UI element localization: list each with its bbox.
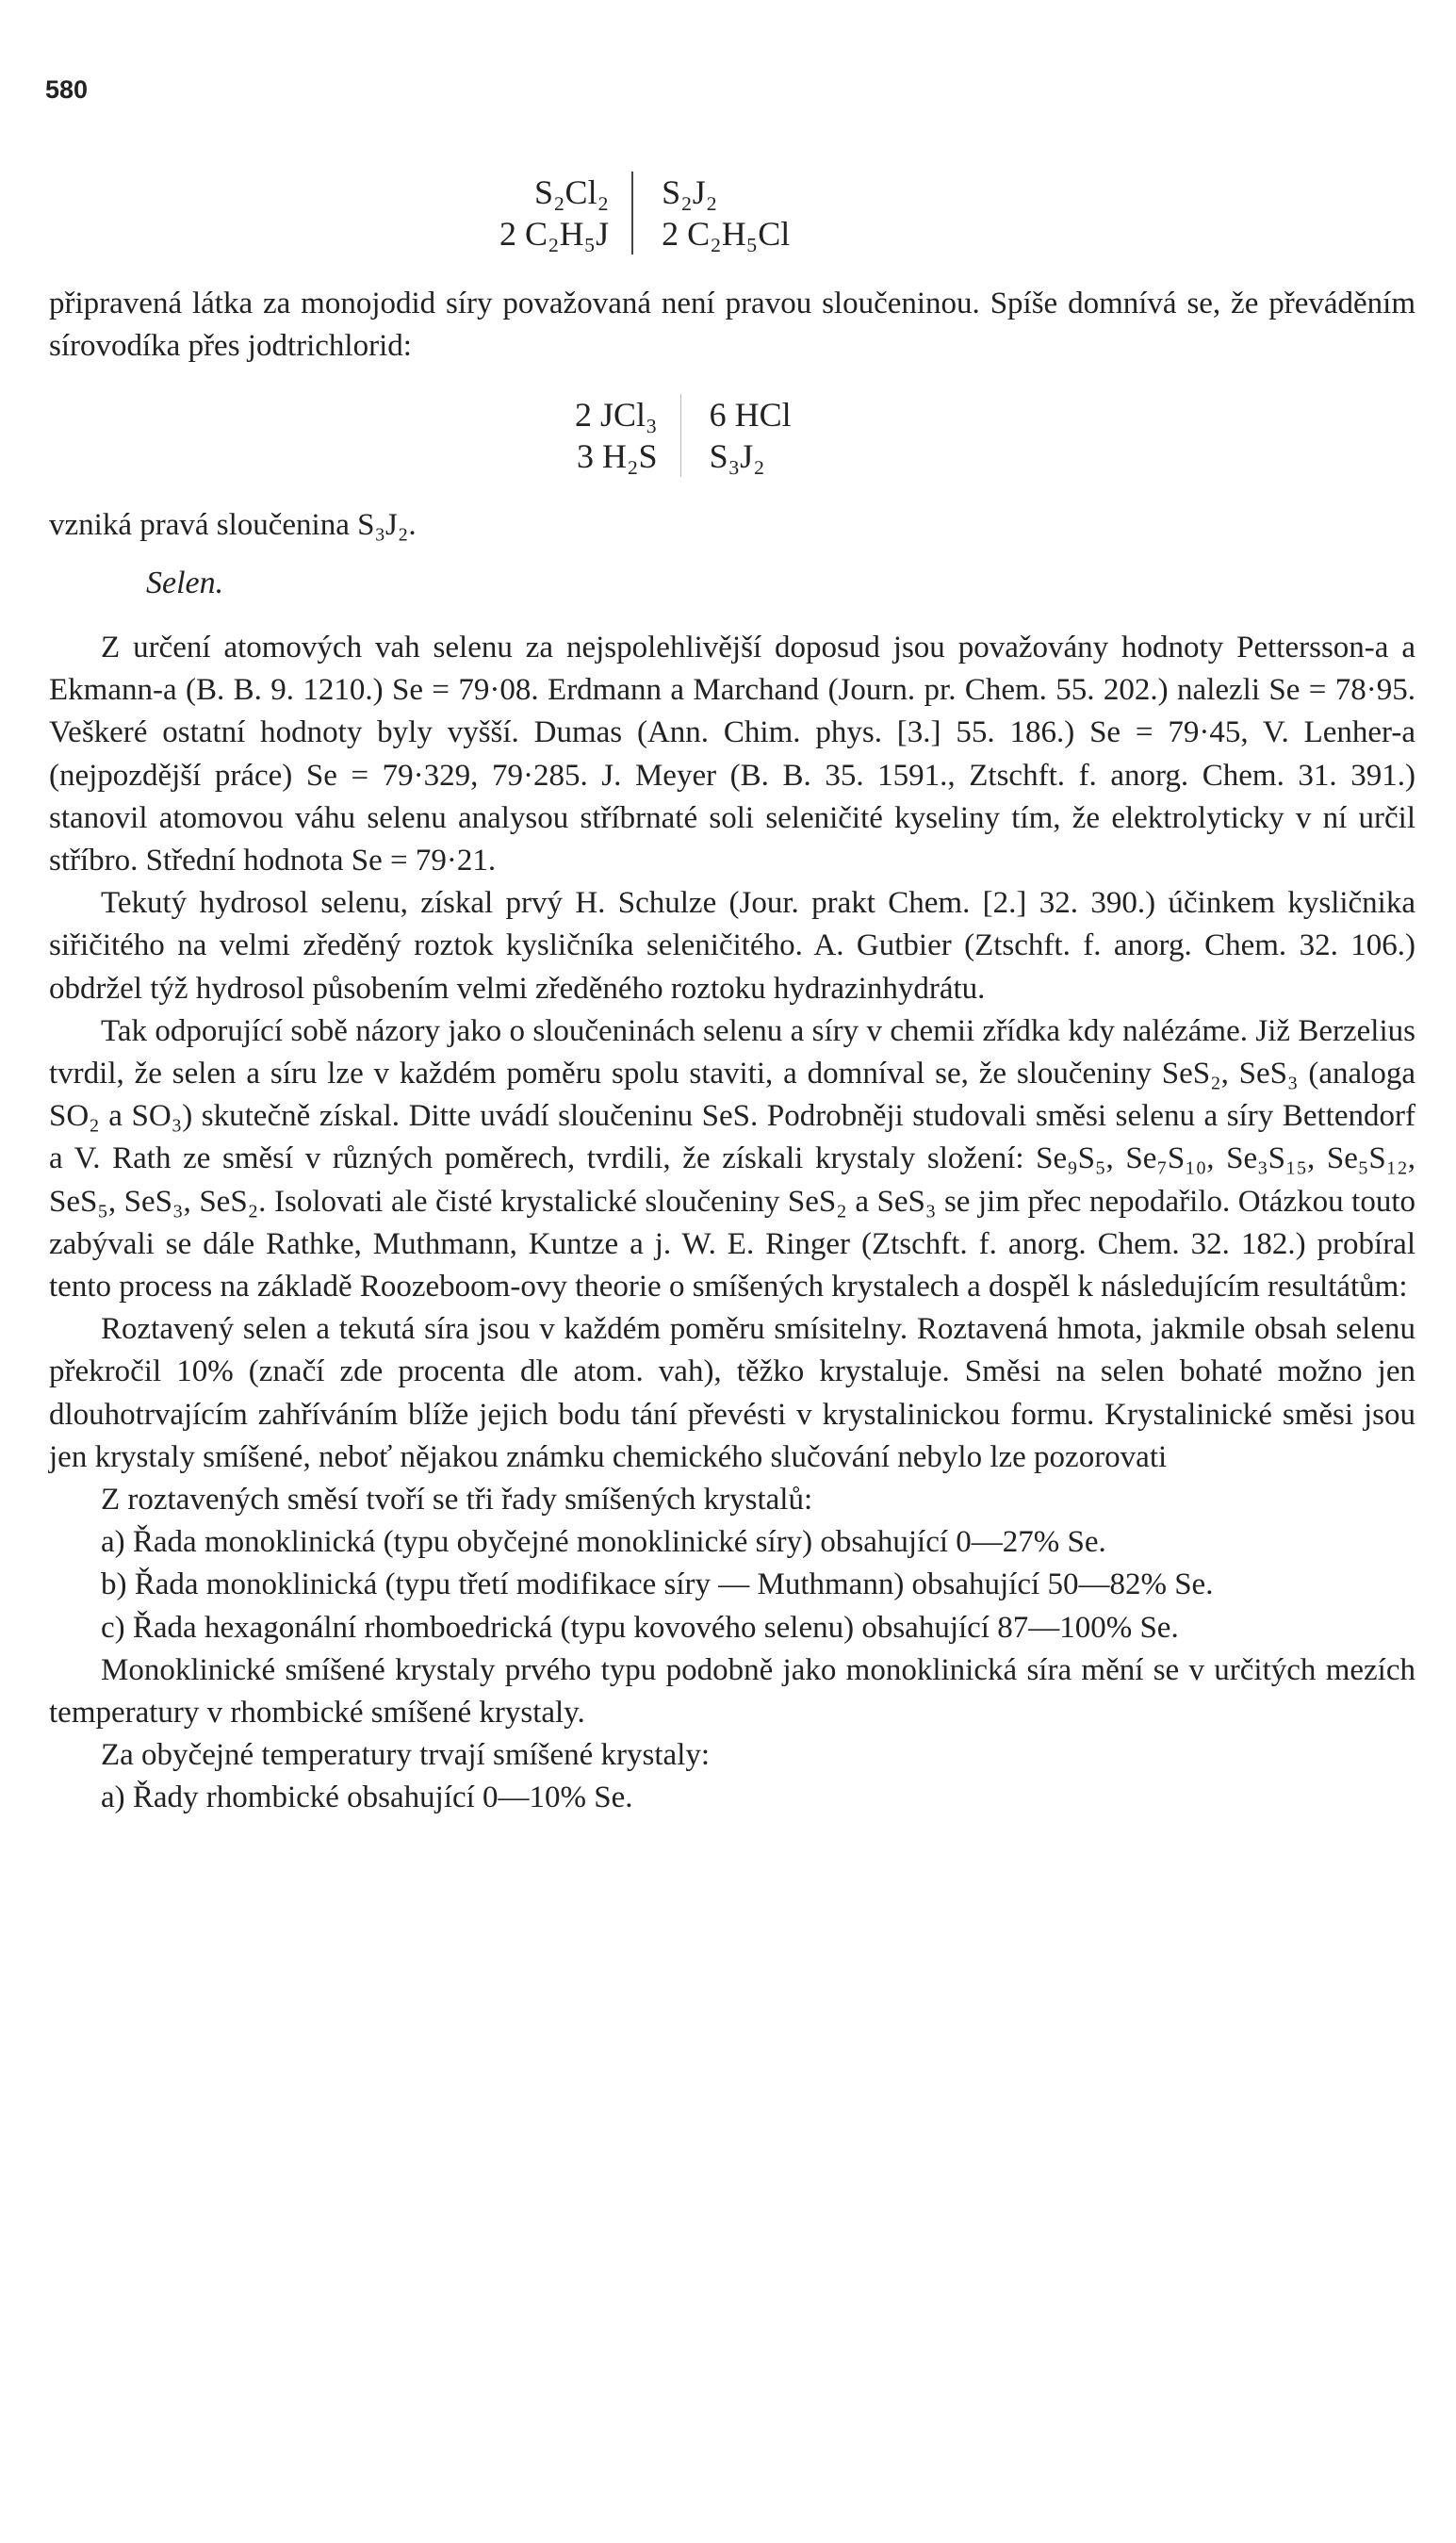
formula-line: S₃J₂ (709, 437, 765, 475)
list-item-a-rhombic: a) Řady rhombické obsahující 0—10% Se. (101, 1780, 633, 1815)
list-item-a: a) Řada monoklinická (typu obyčejné monoklinické síry) obsahující 0—27% Se. (101, 1525, 1106, 1560)
formula-line: 6 HCl (709, 396, 792, 434)
formula-1-left (499, 172, 633, 254)
list-item-b: b) Řada monoklinická (typu třetí modifikace síry — Muthmann) obsahující 50—82% Se. (101, 1567, 1214, 1602)
paragraph-atomic-weight: Z určení atomových vah selenu za nejspolehlivější doposud jsou považovány hodnoty Pettersson-a a Ekmann-a (B. B. 9. 1210.) Se = 79·08. Erdmann a Marchand (Journ. pr. Chem. 55. 202.) nalezli Se = 78·95. Veškeré ostatní hodnoty byly vyšší. Dumas (Ann. Chim. phys. [3.] 55. 186.) Se = 79·45, V. Lenher-a (nejpozdější práce) Se = 79·329, 79·285. J. Meyer (B. B. 35. 1591., Ztschft. f. anorg. Chem. 31. 391.) stanovil atomovou váhu selenu analysou stříbrnaté soli seleničité kyseliny tím, že elektrolyticky v ní určil stříbro. Střední hodnota Se = 79·21. (49, 631, 1415, 878)
paragraph-intro (49, 283, 1415, 368)
paragraph: připravená látka za monojodid síry považovaná není pravou sloučeninou. Spíše domnívá se, že převáděním sírovodíka přes jodtrichlorid: (49, 287, 1415, 364)
formula-2-right (681, 394, 792, 477)
section-heading: Selen. (146, 566, 224, 600)
formula-1-right (633, 172, 790, 254)
formula-block-1 (499, 172, 790, 254)
main-text (49, 627, 1415, 1820)
paragraph-melted-selenium: Roztavený selen a tekutá síra jsou v každém poměru smísitelny. Roztavená hmota, jakmile obsah selenu překročil 10% (značí zde procenta dle atom. vah), těžko krystaluje. Směsi na selen bohaté možno jen dlouhotrvajícím zahříváním blíže jejich bodu tání převésti v krystalinickou formu. Krystalinické směsi jsou jen krystaly smíšené, neboť nějakou známku chemického slučování nebylo lze pozorovati (49, 1312, 1415, 1474)
formula-line: S₂Cl₂ (533, 173, 610, 211)
formula-2-left (575, 394, 681, 477)
formula-line: 2 C₂H₅Cl (662, 215, 791, 253)
formula-line: 3 H₂S (577, 437, 658, 475)
paragraph-sulfur-selenium: Tak odporující sobě názory jako o sloučeninách selenu a síry v chemii zřídka kdy nalézáme. Již Berzelius tvrdil, že selen a síru lze v každém poměru spolu staviti, a domníval se, že sloučeniny SeS₂, SeS₃ (analoga SO₂ a SO₃) skutečně získal. Ditte uvádí sloučeninu SeS. Podrobněji studovali směsi selenu a síry Bettendorf a V. Rath ze směsí v různých poměrech, tvrdili, že získali krystaly složení: Se₉S₅, Se₇S₁₀, Se₃S₁₅, Se₅S₁₂, SeS₅, SeS₃, SeS₂. Isolovati ale čisté krystalické sloučeniny SeS₂ a SeS₃ se jim přec nepodařilo. Otázkou touto zabývali se dále Rathke, Muthmann, Kuntze a j. W. E. Ringer (Ztschft. f. anorg. Chem. 32. 182.) probíral tento process na základě Roozeboom-ovy theorie o smíšených krystalech a dospěl k následujícím resultátům: (49, 1013, 1415, 1304)
page-number: 580 (45, 75, 89, 104)
formula-line: 2 JCl₃ (575, 396, 658, 434)
paragraph-three-series: Z roztavených směsí tvoří se tři řady smíšených krystalů: (101, 1483, 813, 1518)
formula-line: 2 C₂H₅J (499, 215, 610, 253)
paragraph-hydrosol: Tekutý hydrosol selenu, získal prvý H. Schulze (Jour. prakt Chem. [2.] 32. 390.) účinkem kysličnika siřičitého na velmi zředěný roztok kysličníka seleničitého. A. Gutbier (Ztschft. f. anorg. Chem. 32. 106.) obdržel týž hydrosol působením velmi zředěného roztoku hydrazinhydrátu. (49, 886, 1415, 1006)
formula-block-2 (575, 394, 792, 477)
paragraph-monoclinic: Monoklinické smíšené krystaly prvého typu podobně jako monoklinická síra mění se v určitých mezích temperatury v rhombické smíšené krystaly. (49, 1652, 1415, 1731)
paragraph-result (49, 504, 1415, 547)
list-item-c: c) Řada hexagonální rhomboedrická (typu kovového selenu) obsahující 87—100% Se. (101, 1610, 1179, 1645)
formula-line: S₂J₂ (662, 173, 718, 211)
paragraph-ordinary-temp: Za obyčejné temperatury trvají smíšené krystaly: (101, 1738, 711, 1773)
paragraph: vzniká pravá sloučenina S₃J₂. (49, 508, 417, 542)
